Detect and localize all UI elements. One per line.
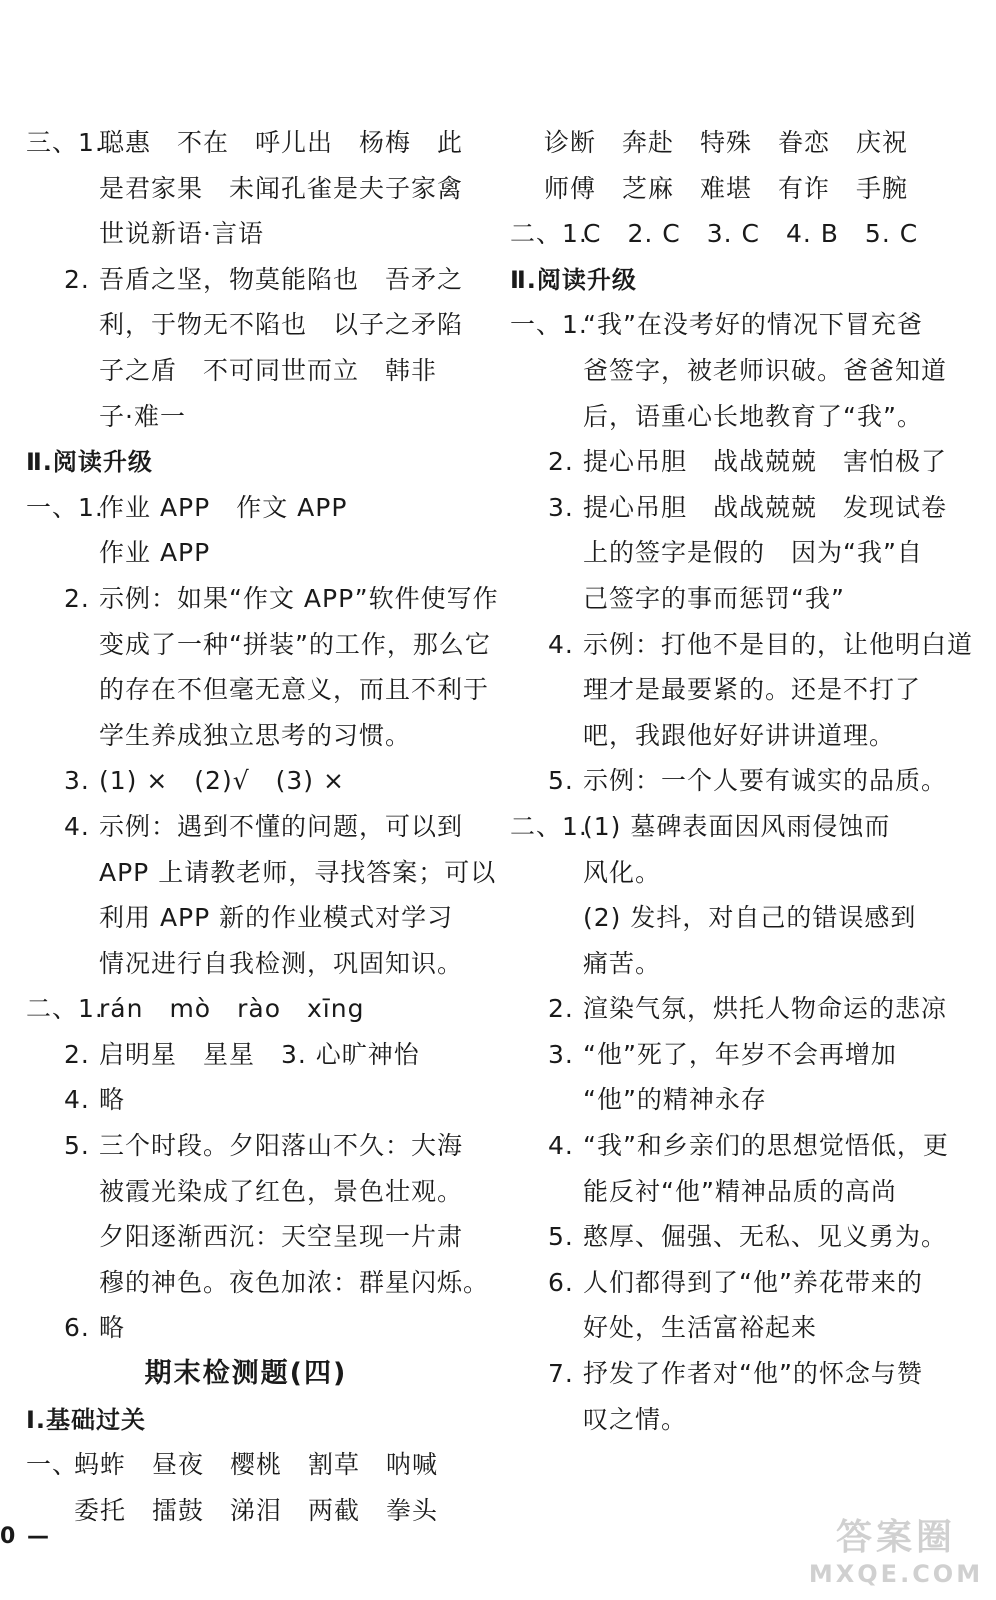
answer-text: 示例：遇到不懂的问题，可以到: [99, 811, 464, 841]
watermark-logo: [806, 1516, 986, 1594]
answer-text: 风化。: [583, 857, 662, 887]
left-column: [26, 128, 499, 1541]
item-marker: 5.: [64, 1131, 90, 1161]
answer-line: [510, 493, 960, 539]
answer-text: 吾盾之坚，物莫能陷也 吾矛之: [99, 264, 464, 294]
answer-text: C 2. C 3. C 4. B 5. C: [583, 219, 919, 249]
item-marker: 一、: [26, 1450, 79, 1480]
answer-line: [26, 903, 466, 949]
answer-text: 穆的神色。夜色加浓：群星闪烁。: [99, 1267, 490, 1297]
item-marker: 一、1.: [510, 310, 588, 340]
answer-text: 痛苦。: [583, 948, 662, 978]
answer-text: 师傅 芝麻 难堪 有诈 手腕: [544, 173, 909, 203]
item-marker: 2.: [64, 264, 90, 294]
item-marker: 2.: [64, 1039, 90, 1069]
answer-line: [26, 538, 466, 584]
answer-line: [26, 174, 466, 220]
answer-text: 略: [99, 1313, 126, 1343]
answer-line: [510, 1313, 960, 1359]
answer-line: [510, 949, 960, 995]
answer-line: [26, 1222, 466, 1268]
answer-text: 后，语重心长地教育了“我”。: [583, 401, 923, 431]
exam-title-text: 期末检测题(四): [144, 1358, 348, 1390]
item-marker: 二、1.: [510, 219, 588, 249]
answer-line: [510, 402, 960, 448]
answer-text: 委托 擂鼓 涕泪 两截 拳头: [74, 1495, 439, 1525]
answer-text: 作业 APP 作文 APP: [99, 492, 348, 522]
answer-line: [26, 356, 466, 402]
item-marker: 6.: [64, 1313, 90, 1343]
answer-line: [510, 1040, 960, 1086]
answer-text: 诊断 奔赴 特殊 眷恋 庆祝: [544, 128, 909, 157]
answer-text: “我”和乡亲们的思想觉悟低，更: [583, 1131, 949, 1161]
answer-text: 利，于物无不陷也 以子之矛陷: [99, 310, 464, 340]
answer-line: [510, 1222, 960, 1268]
item-marker: 4.: [64, 811, 90, 841]
answer-line: [510, 766, 960, 812]
answer-text: 蚂蚱 昼夜 樱桃 割草 呐喊: [74, 1450, 439, 1480]
item-marker: 6.: [548, 1267, 574, 1297]
answer-line: [26, 493, 466, 539]
answer-text: (1) 墓碑表面因风雨侵蚀而: [583, 811, 891, 841]
heading-text: Ⅱ.阅读升级: [510, 265, 637, 294]
answer-text: 世说新语·言语: [99, 219, 264, 249]
answer-line: [26, 857, 497, 904]
item-marker: 2.: [64, 583, 90, 613]
answer-line: [510, 812, 960, 858]
item-marker: 三、1.: [26, 128, 104, 157]
answer-line: [26, 265, 466, 311]
right-column: [510, 128, 974, 1450]
answer-line: [26, 1131, 466, 1177]
answer-text: 聪惠 不在 呼儿出 杨梅 此: [99, 128, 464, 157]
answer-text: 启明星 星星 3. 心旷神怡: [99, 1039, 420, 1069]
answer-text: 提心吊胆 战战兢兢 发现试卷: [583, 492, 948, 522]
item-marker: 3.: [548, 1039, 574, 1069]
answer-line: [26, 219, 466, 265]
answer-line: [26, 128, 466, 174]
answer-text: 略: [99, 1085, 126, 1115]
answer-line: [26, 1267, 490, 1314]
answer-line: [510, 1131, 960, 1177]
answer-text: 的存在不但毫无意义，而且不利于: [99, 675, 490, 705]
answer-line: [26, 1177, 466, 1223]
item-marker: 2.: [548, 994, 574, 1024]
answer-text: 变成了一种“拼装”的工作，那么它: [99, 629, 491, 659]
answer-line: [26, 1040, 466, 1086]
answer-line: [510, 903, 960, 949]
item-marker: 4.: [548, 629, 574, 659]
answer-text: 吧，我跟他好好讲讲道理。: [583, 720, 896, 750]
answer-text: 子之盾 不可同世而立 韩非: [99, 355, 438, 385]
answer-text: (1) × (2)√ (3) ×: [99, 766, 345, 796]
watermark-logo-text: 答案圈: [835, 1517, 956, 1558]
item-marker: 5.: [548, 766, 574, 796]
answer-text: 夕阳逐渐西沉：天空呈现一片肃: [99, 1222, 464, 1252]
heading-text: Ⅰ.基础过关: [26, 1405, 147, 1434]
answer-text: “我”在没考好的情况下冒充爸: [583, 310, 923, 340]
answer-line: [510, 1405, 960, 1451]
answer-text: 情况进行自我检测，巩固知识。: [99, 948, 464, 978]
heading-text: Ⅱ.阅读升级: [26, 448, 153, 477]
item-marker: 4.: [64, 1085, 90, 1115]
answer-text: 提心吊胆 战战兢兢 害怕极了: [583, 447, 948, 477]
item-marker: 7.: [548, 1359, 574, 1389]
answer-text: 憨厚、倔强、无私、见义勇为。: [583, 1222, 948, 1252]
answer-line: [510, 721, 960, 767]
section-heading: [26, 1405, 466, 1451]
answer-text: 抒发了作者对“他”的怀念与赞: [583, 1359, 923, 1389]
pinyin-text: rán mò rào xīng: [99, 994, 365, 1024]
answer-text: 人们都得到了“他”养花带来的: [583, 1267, 923, 1297]
answer-line: [26, 629, 491, 676]
answer-text: APP 上请教老师，寻找答案；可以: [99, 857, 497, 887]
answer-text: 示例：如果“作文 APP”软件使写作: [99, 583, 499, 613]
answer-text: 能反衬“他”精神品质的高尚: [583, 1176, 897, 1206]
page-number: 0 —: [0, 1524, 51, 1549]
answer-text: 己签字的事而惩罚“我”: [583, 583, 845, 613]
answer-line: [26, 402, 466, 448]
section-heading: [510, 265, 960, 311]
answer-line: [26, 1450, 466, 1496]
answer-line: [510, 675, 960, 721]
item-marker: 一、1.: [26, 492, 104, 522]
answer-line: [26, 583, 499, 630]
answer-text: 叹之情。: [583, 1404, 688, 1434]
item-marker: 3.: [548, 492, 574, 522]
answer-text: 被霞光染成了红色，景色壮观。: [99, 1176, 464, 1206]
answer-line: [510, 1359, 960, 1405]
answer-line: [26, 994, 466, 1040]
answer-line: [510, 1085, 960, 1131]
answer-text: 子·难一: [99, 401, 186, 431]
item-marker: 3.: [64, 766, 90, 796]
answer-line: [510, 629, 974, 676]
answer-line: [26, 766, 466, 812]
answer-line: [510, 994, 960, 1040]
answer-line: [510, 174, 960, 220]
answer-line: [26, 675, 490, 721]
exam-title: [26, 1359, 466, 1405]
answer-line: [510, 858, 960, 904]
item-marker: 二、1.: [510, 811, 588, 841]
answer-line: [26, 812, 466, 858]
answer-text: 示例：一个人要有诚实的品质。: [583, 766, 948, 796]
answer-text: 上的签字是假的 因为“我”自: [583, 538, 923, 568]
answer-text: “他”的精神永存: [583, 1085, 767, 1115]
answer-line: [510, 538, 960, 584]
watermark-site: MXQE.COM: [808, 1560, 984, 1588]
answer-line: [26, 310, 466, 356]
answer-text: 学生养成独立思考的习惯。: [99, 720, 412, 750]
answer-text: (2) 发抖，对自己的错误感到: [583, 903, 917, 933]
answer-line: [26, 721, 466, 767]
answer-line: [26, 1496, 466, 1542]
answer-line: [26, 949, 466, 995]
item-marker: 2.: [548, 447, 574, 477]
answer-line: [510, 447, 960, 493]
item-marker: 二、1.: [26, 994, 104, 1024]
item-marker: 5.: [548, 1222, 574, 1252]
answer-line: [26, 1313, 466, 1359]
answer-line: [510, 310, 960, 356]
answer-text: 作业 APP: [99, 538, 211, 568]
answer-text: 渲染气氛，烘托人物命运的悲凉: [583, 994, 948, 1024]
answer-line: [510, 356, 960, 402]
answer-text: 利用 APP 新的作业模式对学习: [99, 903, 454, 933]
answer-line: [26, 1085, 466, 1131]
answer-line: [510, 1268, 960, 1314]
answer-line: [510, 128, 960, 174]
answer-text: “他”死了，年岁不会再增加: [583, 1039, 897, 1069]
answer-line: [510, 1177, 960, 1223]
answer-text: 理才是最要紧的。还是不打了: [583, 675, 922, 705]
item-marker: 4.: [548, 1131, 574, 1161]
answer-line: [510, 219, 960, 265]
answer-text: 三个时段。夕阳落山不久：大海: [99, 1131, 464, 1161]
answer-text: 爸签字，被老师识破。爸爸知道: [583, 355, 948, 385]
answer-line: [510, 584, 960, 630]
answer-text: 好处，生活富裕起来: [583, 1313, 818, 1343]
answer-text: 是君家果 未闻孔雀是夫子家禽: [99, 173, 464, 203]
section-heading: [26, 447, 466, 493]
answer-text: 示例：打他不是目的，让他明白道: [583, 629, 974, 659]
